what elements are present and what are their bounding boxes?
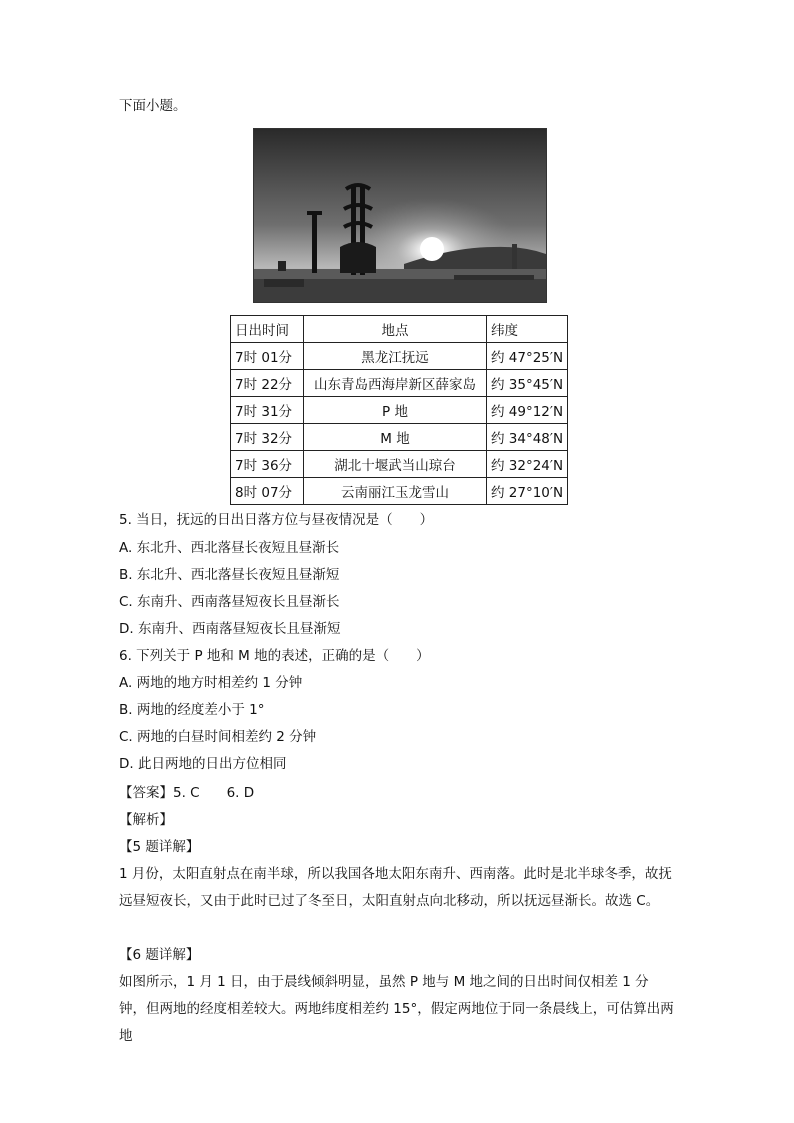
table-cell: 7时 36分 (231, 451, 304, 478)
question-6-option-c: C. 两地的白昼时间相差约 2 分钟 (119, 729, 317, 745)
question-5-option-d: D. 东南升、西南落昼短夜长且昼渐短 (119, 621, 341, 637)
table-cell: 约 35°45′N (487, 370, 568, 397)
table-cell: 约 32°24′N (487, 451, 568, 478)
table-cell: 7时 01分 (231, 343, 304, 370)
table-cell: 约 47°25′N (487, 343, 568, 370)
question-5-option-a: A. 东北升、西北落昼长夜短且昼渐长 (119, 540, 340, 556)
table-cell: P 地 (304, 397, 487, 424)
table-header-cell: 纬度 (487, 316, 568, 343)
table-cell: M 地 (304, 424, 487, 451)
detail-6-label: 【6 题详解】 (119, 947, 200, 963)
table-cell: 云南丽江玉龙雪山 (304, 478, 487, 505)
question-5-option-c: C. 东南升、西南落昼短夜长且昼渐长 (119, 594, 340, 610)
table-cell: 约 27°10′N (487, 478, 568, 505)
detail-6-text: 如图所示，1 月 1 日，由于晨线倾斜明显，虽然 P 地与 M 地之间的日出时间仅相差 1 分钟，但两地的经度相差较大。两地纬度相差约 15°，假定两地位于同一条晨线上，可估算出两地 (119, 974, 674, 1044)
table-cell: 7时 22分 (231, 370, 304, 397)
table-cell: 黑龙江抚远 (304, 343, 487, 370)
table-header-cell: 地点 (304, 316, 487, 343)
table-row (231, 451, 568, 478)
table-cell: 约 34°48′N (487, 424, 568, 451)
table-cell: 8时 07分 (231, 478, 304, 505)
question-5-stem: 5. 当日，抚远的日出日落方位与昼夜情况是（ ） (119, 512, 434, 528)
table-header-row (231, 316, 568, 343)
answer-line: 【答案】5. C 6. D (119, 785, 255, 801)
detail-5-label: 【5 题详解】 (119, 839, 200, 855)
table-row (231, 397, 568, 424)
table-row (231, 370, 568, 397)
table-cell: 7时 32分 (231, 424, 304, 451)
detail-5-text: 1 月份，太阳直射点在南半球，所以我国各地太阳东南升、西南落。此时是北半球冬季，故抚远昼短夜长，又由于此时已过了冬至日，太阳直射点向北移动，所以抚远昼渐长。故选 C。 (119, 866, 672, 909)
table-row (231, 343, 568, 370)
table-cell: 湖北十堰武当山琼台 (304, 451, 487, 478)
question-6-option-b: B. 两地的经度差小于 1° (119, 702, 265, 718)
question-6-option-d: D. 此日两地的日出方位相同 (119, 756, 287, 772)
table-header-cell: 日出时间 (231, 316, 304, 343)
intro-text: 下面小题。 (119, 98, 187, 114)
analysis-label: 【解析】 (119, 812, 173, 828)
question-6-stem: 6. 下列关于 P 地和 M 地的表述，正确的是（ ） (119, 648, 430, 664)
sunrise-table (230, 315, 568, 505)
table-cell: 约 49°12′N (487, 397, 568, 424)
question-6-option-a: A. 两地的地方时相差约 1 分钟 (119, 675, 303, 691)
table-row (231, 478, 568, 505)
table-row (231, 424, 568, 451)
table-cell: 山东青岛西海岸新区薛家岛 (304, 370, 487, 397)
table-cell: 7时 31分 (231, 397, 304, 424)
question-5-option-b: B. 东北升、西北落昼长夜短且昼渐短 (119, 567, 340, 583)
sunrise-monument-photo (253, 128, 547, 303)
